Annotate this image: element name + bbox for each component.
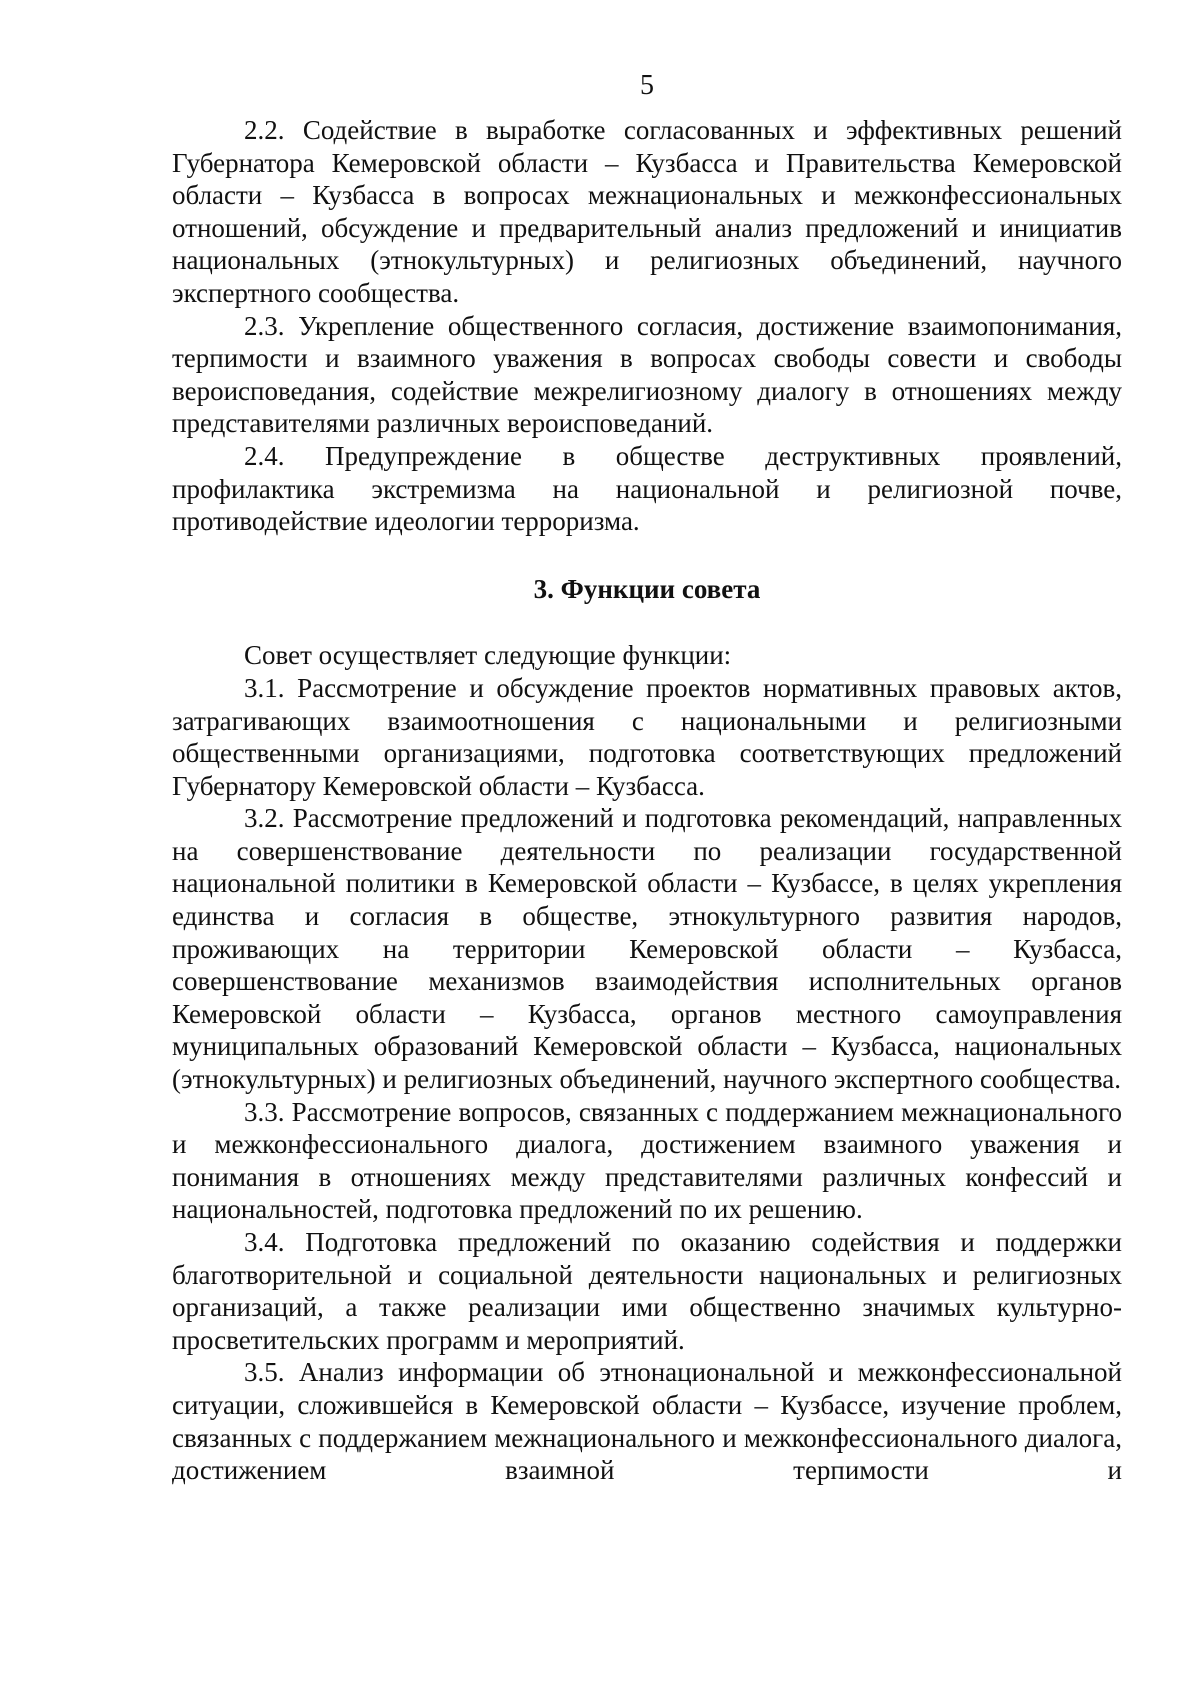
- paragraph-3-2: 3.2. Рассмотрение предложений и подготовка рекомендаций, направленных на совершенствование деятельности по реализации государственной национальной политики в Кемеровской области – Кузбассе, в целях укрепления единства и согласия в обществе, этнокультурного развития народов, проживающих на территории Кемеровской области – Кузбасса, совершенствование механизмов взаимодействия исполнительных органов Кемеровской области – Кузбасса, органов местного самоуправления муниципальных образований Кемеровской области – Кузбасса, национальных (этнокультурных) и религиозных объединений, научного экспертного сообщества.: [172, 803, 1122, 1095]
- page-number: 5: [640, 70, 654, 101]
- section-intro: Совет осуществляет следующие функции:: [244, 640, 732, 671]
- paragraph-2-3: 2.3. Укрепление общественного согласия, достижение взаимопонимания, терпимости и взаимного уважения в вопросах свободы совести и свободы вероисповедания, содействие межрелигиозному диалогу в отношениях между представителями различных вероисповеданий.: [172, 310, 1122, 439]
- paragraph-3-1: 3.1. Рассмотрение и обсуждение проектов нормативных правовых актов, затрагивающих взаимоотношения с национальными и религиозными общественными организациями, подготовка соответствующих предложений Губернатору Кемеровской области – Кузбасса.: [172, 672, 1122, 801]
- paragraph-2-4: 2.4. Предупреждение в обществе деструктивных проявлений, профилактика экстремизма на национальной и религиозной почве, противодействие идеологии терроризма.: [172, 440, 1122, 537]
- paragraph-2-2: 2.2. Содействие в выработке согласованных и эффективных решений Губернатора Кемеровской области – Кузбасса и Правительства Кемеровской области – Кузбасса в вопросах межнациональных и межконфессиональных отношений, обсуждение и предварительный анализ предложений и инициатив национальных (этнокультурных) и религиозных объединений, научного экспертного сообщества.: [172, 115, 1122, 308]
- paragraph-3-5: 3.5. Анализ информации об этнонациональной и межконфессиональной ситуации, сложившейся в Кемеровской области – Кузбассе, изучение проблем, связанных с поддержанием межнационального и межконфессионального диалога, достижением взаимной терпимости и: [172, 1357, 1122, 1486]
- paragraph-3-4: 3.4. Подготовка предложений по оказанию содействия и поддержки благотворительной и социальной деятельности национальных и религиозных организаций, а также реализации ими общественно значимых культурно-просветительских программ и мероприятий.: [172, 1227, 1122, 1355]
- section-heading: 3. Функции совета: [533, 573, 761, 604]
- document-page: [172, 66, 1122, 1487]
- paragraph-3-3: 3.3. Рассмотрение вопросов, связанных с поддержанием межнационального и межконфессионального диалога, достижением взаимного уважения и понимания в отношениях между представителями различных конфессий и национальностей, подготовка предложений по их решению.: [172, 1096, 1122, 1225]
